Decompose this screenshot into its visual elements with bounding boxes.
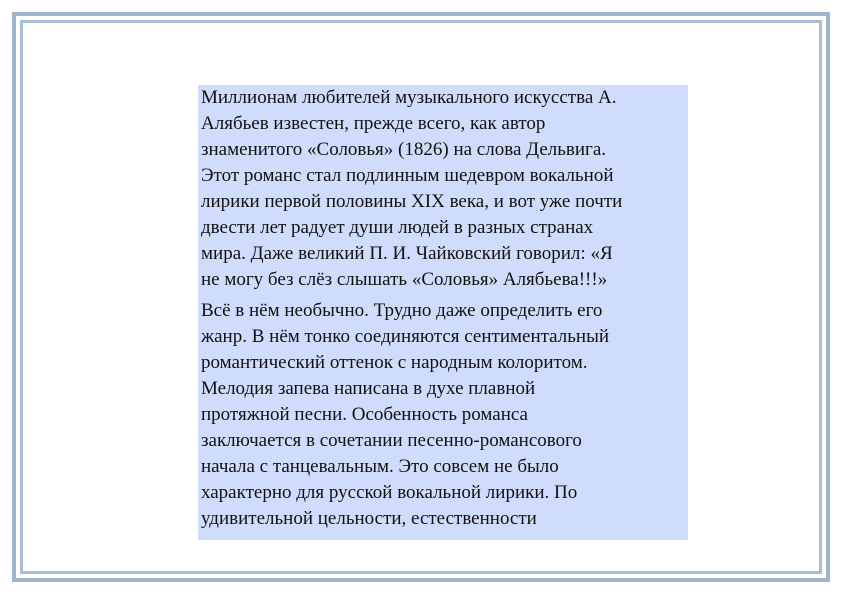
text-block [198,85,688,540]
text-line: протяжной песни. Особенность романса [201,404,528,425]
text-line: Всё в нём необычно. Трудно даже определить его [201,300,603,321]
text-line: романтический оттенок с народным колоритом. [201,352,588,373]
text-line: характерно для русской вокальной лирики. По [201,482,578,503]
text-line: заключается в сочетании песенно-романсового [201,430,582,451]
text-line: мира. Даже великий П. И. Чайковский говорил: «Я [201,243,613,264]
text-line: знаменитого «Соловья» (1826) на слова Дельвига. [201,139,607,160]
paragraph-2 [201,298,684,532]
paragraph-1 [201,85,684,293]
text-line: не могу без слёз слышать «Соловья» Алябьева!!!» [201,269,608,290]
text-line: Этот романс стал подлинным шедевром вокальной [201,165,614,186]
text-line: Мелодия запева написана в духе плавной [201,378,536,399]
text-line: начала с танцевальным. Это совсем не было [201,456,559,477]
text-line: удивительной цельности, естественности [201,508,537,529]
text-line: лирики первой половины XIX века, и вот уже почти [201,191,623,212]
text-line: двести лет радует души людей в разных странах [201,217,594,238]
text-line: Алябьев известен, прежде всего, как автор [201,113,546,134]
text-line: Миллионам любителей музыкального искусства А. [201,87,617,108]
text-line: жанр. В нём тонко соединяются сентиментальный [201,326,609,347]
